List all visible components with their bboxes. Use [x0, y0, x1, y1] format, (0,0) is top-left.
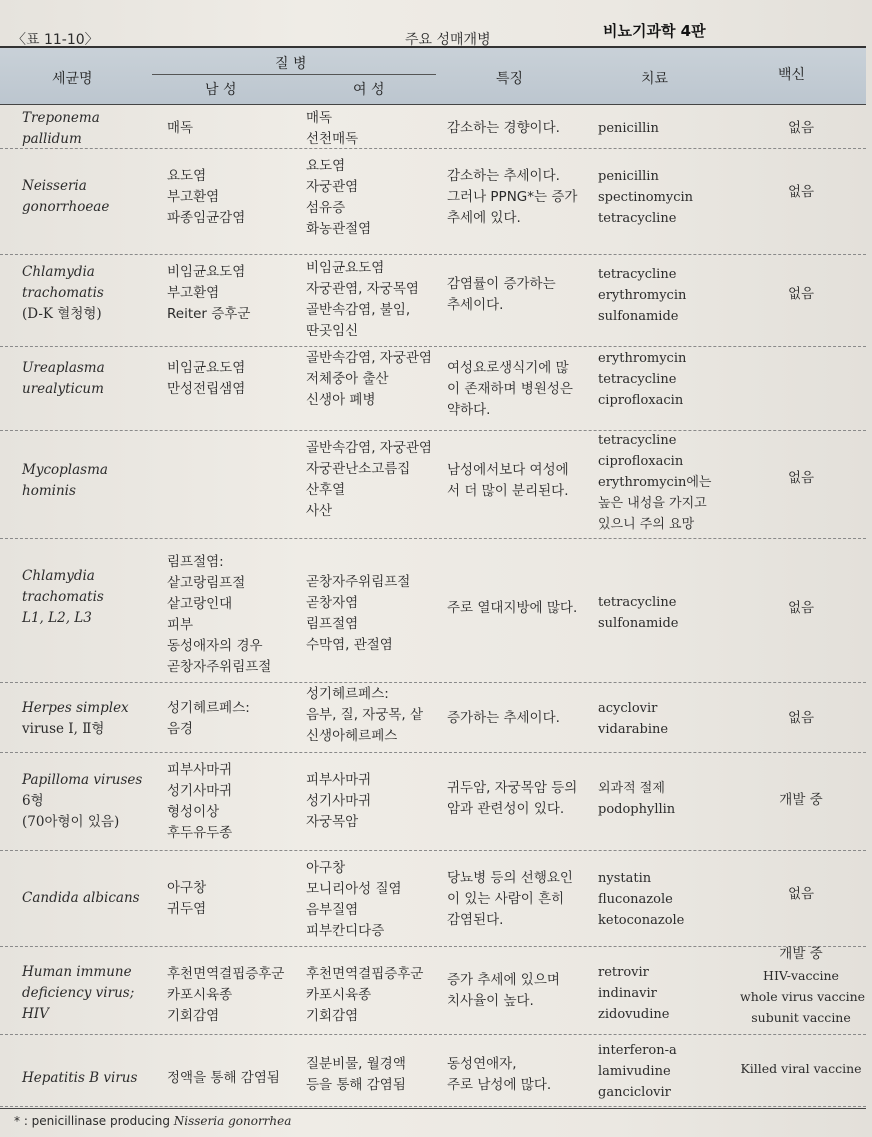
- cell-female-line: 매독: [306, 110, 333, 126]
- cell-male-line: 피부: [167, 617, 194, 633]
- cell-male: [167, 878, 206, 920]
- cell-female-line: 자궁목암: [306, 814, 359, 830]
- cell-treatment-line: sulfonamide: [598, 616, 679, 631]
- cell-male-line: 만성전립샘염: [167, 381, 246, 397]
- cell-bacteria-line: Hepatitis B virus: [22, 1070, 138, 1086]
- cell-female-line: 비임균요도염: [306, 260, 385, 276]
- row-separator: [0, 1034, 866, 1035]
- cell-treatment-line: retrovir: [598, 965, 649, 980]
- cell-vaccine-line: subunit vaccine: [751, 1010, 851, 1025]
- cell-female-line: 신생아 폐병: [306, 392, 376, 408]
- cell-bacteria-line: Chlamydia: [22, 568, 95, 584]
- cell-male: [167, 358, 245, 400]
- cell-bacteria: [22, 1068, 137, 1089]
- row-separator: [0, 430, 866, 431]
- cell-feature-line: 감염된다.: [447, 912, 504, 928]
- cell-feature-line: 이 있는 사람이 흔히: [447, 891, 565, 907]
- cell-female-line: 수막염, 관절염: [306, 637, 393, 653]
- cell-bacteria-line: gonorrhoeae: [22, 199, 110, 215]
- cell-treatment: [598, 264, 686, 327]
- header-treatment: 치료: [641, 71, 669, 87]
- cell-male-line: 파종임균감염: [167, 210, 246, 226]
- cell-feature-line: 증가 추세에 있으며: [447, 972, 560, 988]
- cell-male-line: 성기헤르페스:: [167, 700, 250, 716]
- cell-vaccine: [740, 884, 862, 905]
- book-label: 비뇨기과학 4판: [603, 22, 706, 40]
- cell-vaccine: [740, 944, 866, 1028]
- cell-feature-line: 그러나 PPNG*는 증가: [447, 189, 578, 205]
- cell-vaccine-line: whole virus vaccine: [740, 989, 866, 1004]
- cell-vaccine-line: 없음: [787, 470, 815, 486]
- cell-vaccine-line: 없음: [787, 600, 815, 616]
- cell-bacteria-line: hominis: [22, 483, 76, 499]
- cell-female-line: 곧창자염: [306, 595, 359, 611]
- cell-female-line: 아구창: [306, 860, 346, 876]
- cell-bacteria: [22, 888, 140, 909]
- cell-feature: [447, 778, 577, 820]
- cell-vaccine: [740, 118, 862, 139]
- cell-male-line: 샅고랑림프절: [167, 575, 246, 591]
- cell-vaccine-line: 없음: [787, 286, 815, 302]
- cell-bacteria: [22, 262, 104, 325]
- table-row: [0, 348, 866, 430]
- cell-treatment: [598, 118, 659, 139]
- cell-female-line: 후천면역결핍증후군: [306, 966, 424, 982]
- cell-female: [306, 108, 358, 150]
- cell-treatment-line: tetracycline: [598, 595, 677, 610]
- table-row: [0, 150, 866, 254]
- cell-bacteria: [22, 698, 129, 740]
- cell-male: [167, 262, 250, 325]
- cell-feature: [447, 1054, 551, 1096]
- cell-treatment-line: nystatin: [598, 871, 652, 886]
- cell-bacteria-line: (D-K 혈청형): [22, 306, 102, 322]
- cell-treatment-line: lamivudine: [598, 1064, 671, 1079]
- cell-female-line: 딴곳임신: [306, 323, 359, 339]
- cell-female-line: 신생아헤르페스: [306, 728, 398, 744]
- cell-feature: [447, 166, 577, 229]
- cell-female-line: 섬유증: [306, 200, 346, 216]
- cell-female-line: 피부사마귀: [306, 772, 372, 788]
- cell-male-line: 음경: [167, 721, 194, 737]
- cell-bacteria-line: Chlamydia: [22, 264, 95, 280]
- cell-bacteria: [22, 962, 134, 1025]
- cell-treatment-line: sulfonamide: [598, 309, 679, 324]
- cell-feature: [447, 598, 577, 619]
- cell-treatment-line: indinavir: [598, 986, 657, 1001]
- cell-bacteria-line: HIV: [22, 1006, 49, 1022]
- cell-male-line: 비임균요도염: [167, 360, 246, 376]
- cell-treatment: [598, 1040, 677, 1103]
- cell-treatment-line: penicillin: [598, 121, 659, 136]
- cell-male-line: 귀두염: [167, 901, 207, 917]
- cell-male-line: 매독: [167, 120, 194, 136]
- cell-male-line: 후두유두종: [167, 825, 233, 841]
- cell-treatment: [598, 430, 712, 535]
- cell-female-line: 성기헤르페스:: [306, 686, 389, 702]
- cell-female: [306, 684, 423, 747]
- cell-treatment-line: tetracycline: [598, 267, 677, 282]
- cell-feature-line: 여성요로생식기에 많: [447, 360, 569, 376]
- cell-male-line: Reiter 증후군: [167, 306, 251, 322]
- cell-bacteria-line: L1, L2, L3: [22, 610, 92, 626]
- cell-female: [306, 438, 432, 522]
- cell-feature: [447, 274, 556, 316]
- table-row: [0, 1036, 866, 1106]
- cell-treatment-line: fluconazole: [598, 892, 673, 907]
- cell-feature-line: 치사율이 높다.: [447, 993, 534, 1009]
- cell-feature: [447, 970, 560, 1012]
- cell-bacteria-line: (70아형이 있음): [22, 814, 120, 830]
- row-separator: [0, 254, 866, 255]
- cell-feature: [447, 460, 569, 502]
- footnote: [14, 1114, 291, 1128]
- cell-bacteria-line: trachomatis: [22, 285, 104, 301]
- footnote-organism: Nisseria gonorrhea: [173, 1114, 292, 1128]
- cell-female-line: 사산: [306, 503, 333, 519]
- cell-male: [167, 552, 271, 678]
- cell-feature: [447, 118, 560, 139]
- cell-feature-line: 남성에서보다 여성에: [447, 462, 569, 478]
- cell-female-line: 골반속감염, 자궁관염: [306, 440, 432, 456]
- cell-treatment-line: erythromycin: [598, 351, 687, 366]
- cell-female-line: 질분비물, 월경액: [306, 1056, 406, 1072]
- table-row: [0, 754, 866, 850]
- row-separator: [0, 946, 866, 947]
- row-separator: [0, 538, 866, 539]
- cell-bacteria-line: Ureaplasma: [22, 360, 105, 376]
- cell-treatment-line: tetracycline: [598, 372, 677, 387]
- cell-treatment: [598, 592, 678, 634]
- cell-male-line: 동성애자의 경우: [167, 638, 263, 654]
- cell-bacteria-line: Human immune: [22, 964, 132, 980]
- cell-treatment: [598, 962, 669, 1025]
- table-header: [0, 48, 866, 104]
- cell-feature-line: 서 더 많이 분리된다.: [447, 483, 569, 499]
- table-row: [0, 256, 866, 346]
- cell-treatment: [598, 778, 675, 820]
- cell-treatment-line: erythromycin에는: [598, 475, 712, 490]
- cell-feature: [447, 868, 573, 931]
- cell-female-line: 산후열: [306, 482, 346, 498]
- cell-female: [306, 858, 402, 942]
- cell-bacteria: [22, 770, 142, 833]
- cell-male: [167, 964, 284, 1027]
- cell-treatment-line: erythromycin: [598, 288, 687, 303]
- cell-feature-line: 증가하는 추세이다.: [447, 710, 560, 726]
- cell-male-line: 비임균요도염: [167, 264, 246, 280]
- row-separator: [0, 148, 866, 149]
- cell-female-line: 자궁관난소고름집: [306, 461, 411, 477]
- cell-female-line: 카포시육종: [306, 987, 372, 1003]
- cell-treatment-line: ciprofloxacin: [598, 393, 684, 408]
- cell-female: [306, 770, 371, 833]
- cell-female-line: 모니리아성 질염: [306, 881, 402, 897]
- cell-male-line: 곧창자주위림프절: [167, 659, 272, 675]
- header-vaccine: 백신: [778, 67, 806, 83]
- cell-bacteria: [22, 176, 109, 218]
- header-bacteria: 세균명: [52, 71, 93, 87]
- cell-feature: [447, 358, 573, 421]
- row-separator: [0, 850, 866, 851]
- cell-female: [306, 964, 423, 1027]
- cell-feature-line: 동성연애자,: [447, 1056, 517, 1072]
- cell-treatment-line: ketoconazole: [598, 913, 685, 928]
- cell-treatment-line: 높은 내성을 가지고: [598, 496, 707, 511]
- cell-male-line: 정액을 통해 감염됨: [167, 1070, 280, 1086]
- cell-vaccine: [740, 598, 862, 619]
- table-row: [0, 106, 866, 148]
- cell-feature-line: 당뇨병 등의 선행요인: [447, 870, 573, 886]
- cell-treatment-line: 외과적 절제: [598, 781, 665, 796]
- cell-male: [167, 760, 232, 844]
- table-row: [0, 948, 866, 1034]
- cell-female-line: 화농관절염: [306, 221, 372, 237]
- cell-male: [167, 118, 193, 139]
- row-separator: [0, 752, 866, 753]
- cell-treatment-line: acyclovir: [598, 701, 658, 716]
- cell-male-line: 형성이상: [167, 804, 220, 820]
- footnote-rule: [0, 1108, 866, 1109]
- cell-feature-line: 주로 열대지방에 많다.: [447, 600, 578, 616]
- row-separator: [0, 1106, 866, 1107]
- cell-male-line: 샅고랑인대: [167, 596, 233, 612]
- cell-vaccine: [740, 284, 862, 305]
- cell-male: [167, 698, 250, 740]
- cell-treatment-line: tetracycline: [598, 211, 677, 226]
- cell-treatment-line: spectinomycin: [598, 190, 694, 205]
- cell-vaccine: [740, 790, 862, 811]
- header-bottom-rule: [0, 104, 866, 105]
- cell-feature-line: 암과 관련성이 있다.: [447, 801, 565, 817]
- cell-bacteria-line: Herpes simplex: [22, 700, 129, 716]
- row-separator: [0, 682, 866, 683]
- cell-male-line: 피부사마귀: [167, 762, 233, 778]
- cell-female-line: 등을 통해 감염됨: [306, 1077, 406, 1093]
- row-separator: [0, 346, 866, 347]
- cell-female-line: 피부칸디다증: [306, 923, 385, 939]
- cell-female-line: 자궁관염, 자궁목염: [306, 281, 419, 297]
- table-row: [0, 540, 866, 682]
- cell-vaccine: [740, 182, 862, 203]
- cell-female-line: 음부질염: [306, 902, 359, 918]
- header-feature: 특징: [496, 71, 524, 87]
- cell-male-line: 성기사마귀: [167, 783, 233, 799]
- cell-bacteria: [22, 566, 104, 629]
- cell-female-line: 요도염: [306, 158, 346, 174]
- cell-female-line: 자궁관염: [306, 179, 359, 195]
- cell-female: [306, 156, 371, 240]
- cell-male-line: 아구창: [167, 880, 207, 896]
- cell-feature-line: 귀두암, 자궁목암 등의: [447, 780, 578, 796]
- cell-male: [167, 1068, 280, 1089]
- cell-male-line: 요도염: [167, 168, 207, 184]
- cell-bacteria-line: Treponema: [22, 110, 100, 126]
- cell-bacteria-line: Candida albicans: [22, 890, 140, 906]
- cell-female-line: 음부, 질, 자궁목, 샅: [306, 707, 424, 723]
- cell-female-line: 선천매독: [306, 131, 359, 147]
- cell-female-line: 저체중아 출산: [306, 371, 389, 387]
- cell-female: [306, 572, 410, 656]
- cell-vaccine-line: 없음: [787, 184, 815, 200]
- header-female: 여 성: [353, 82, 385, 98]
- cell-feature-line: 감소하는 추세이다.: [447, 168, 560, 184]
- cell-feature-line: 감염률이 증가하는: [447, 276, 556, 292]
- cell-bacteria: [22, 108, 100, 150]
- cell-female: [306, 1054, 406, 1096]
- cell-treatment: [598, 166, 693, 229]
- cell-feature: [447, 708, 560, 729]
- cell-female: [306, 258, 419, 342]
- table-title: 주요 성매개병: [405, 32, 491, 48]
- cell-bacteria-line: Papilloma viruses: [22, 772, 143, 788]
- footnote-text: * : penicillinase producing: [14, 1114, 174, 1128]
- cell-male-line: 부고환염: [167, 285, 220, 301]
- cell-male-line: 기회감염: [167, 1008, 220, 1024]
- table-row: [0, 852, 866, 946]
- cell-vaccine-line: 개발 중: [779, 946, 823, 962]
- cell-bacteria: [22, 358, 105, 400]
- cell-treatment-line: interferon-a: [598, 1043, 677, 1058]
- cell-vaccine-line: Killed viral vaccine: [740, 1061, 862, 1076]
- cell-vaccine: [740, 468, 862, 489]
- cell-female-line: 림프절염: [306, 616, 359, 632]
- cell-female-line: 성기사마귀: [306, 793, 372, 809]
- cell-bacteria-line: viruse Ⅰ, Ⅱ형: [22, 721, 105, 737]
- cell-male: [167, 166, 245, 229]
- cell-treatment: [598, 348, 686, 411]
- cell-male-line: 카포시육종: [167, 987, 233, 1003]
- cell-vaccine-line: 없음: [787, 710, 815, 726]
- cell-feature-line: 감소하는 경향이다.: [447, 120, 560, 136]
- cell-female-line: 곧창자주위림프절: [306, 574, 411, 590]
- cell-vaccine-line: HIV-vaccine: [763, 968, 839, 983]
- table-row: [0, 432, 866, 538]
- cell-treatment-line: vidarabine: [598, 722, 669, 737]
- cell-treatment-line: 있으니 주의 요망: [598, 517, 695, 532]
- cell-feature-line: 추세에 있다.: [447, 210, 521, 226]
- cell-male-line: 후천면역결핍증후군: [167, 966, 285, 982]
- cell-treatment-line: podophyllin: [598, 802, 676, 817]
- cell-female: [306, 348, 432, 411]
- cell-bacteria-line: 6형: [22, 793, 44, 809]
- cell-treatment-line: ganciclovir: [598, 1085, 671, 1100]
- header-divider: [152, 74, 436, 75]
- cell-feature-line: 약하다.: [447, 402, 491, 418]
- cell-vaccine: [740, 708, 862, 729]
- cell-male-line: 림프절염:: [167, 554, 224, 570]
- header-disease: 질 병: [275, 56, 307, 72]
- cell-male-line: 부고환염: [167, 189, 220, 205]
- cell-vaccine-line: 없음: [787, 120, 815, 136]
- cell-vaccine-line: 개발 중: [779, 792, 823, 808]
- header-male: 남 성: [205, 82, 237, 98]
- cell-bacteria: [22, 460, 108, 502]
- cell-treatment-line: tetracycline: [598, 433, 677, 448]
- table-row: [0, 684, 866, 752]
- cell-feature-line: 추세이다.: [447, 297, 504, 313]
- cell-feature-line: 주로 남성에 많다.: [447, 1077, 552, 1093]
- cell-treatment: [598, 698, 668, 740]
- cell-bacteria-line: trachomatis: [22, 589, 104, 605]
- cell-bacteria-line: Neisseria: [22, 178, 87, 194]
- cell-treatment-line: ciprofloxacin: [598, 454, 684, 469]
- cell-bacteria-line: pallidum: [22, 131, 82, 147]
- cell-vaccine-line: 없음: [787, 886, 815, 902]
- cell-vaccine: [740, 1058, 862, 1079]
- cell-female-line: 기회감염: [306, 1008, 359, 1024]
- cell-treatment: [598, 868, 684, 931]
- cell-bacteria-line: Mycoplasma: [22, 462, 108, 478]
- cell-bacteria-line: urealyticum: [22, 381, 104, 397]
- cell-female-line: 골반속감염, 불임,: [306, 302, 411, 318]
- cell-feature-line: 이 존재하며 병원성은: [447, 381, 573, 397]
- cell-treatment-line: zidovudine: [598, 1007, 670, 1022]
- table-caption: 〈표 11-10〉: [12, 32, 99, 48]
- cell-treatment-line: penicillin: [598, 169, 659, 184]
- cell-bacteria-line: deficiency virus;: [22, 985, 135, 1001]
- cell-female-line: 골반속감염, 자궁관염: [306, 350, 432, 366]
